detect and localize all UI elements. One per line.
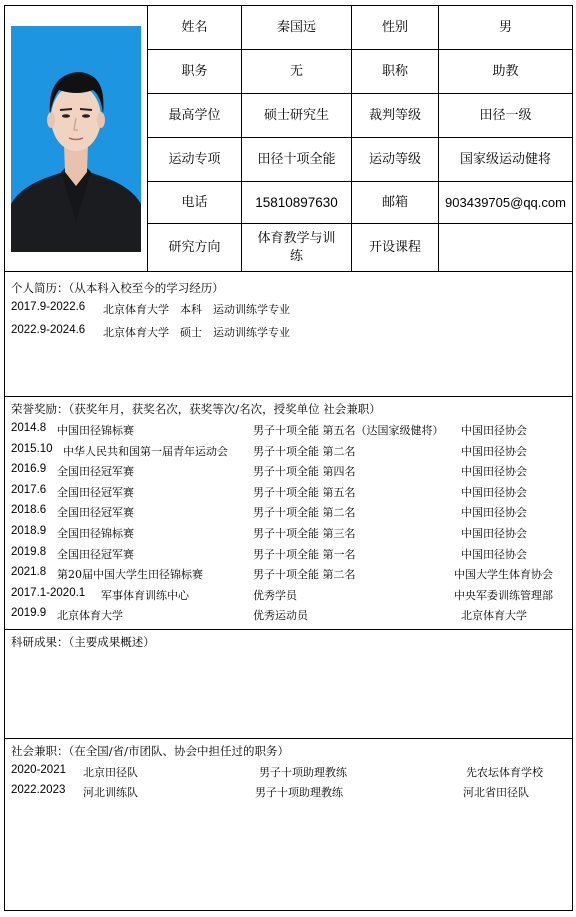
sport-value: 田径十项全能 <box>242 138 352 181</box>
award-result: 男子十项全能 第二名 <box>253 506 356 520</box>
award-event: 第20届中国大学生田径锦标赛 <box>57 568 203 582</box>
award-event: 军事体育训练中心 <box>101 588 189 602</box>
courses-value <box>439 224 572 271</box>
award-result: 男子十项全能 第五名（达国家级健将） <box>253 424 444 437</box>
title-label: 职称 <box>352 50 439 93</box>
sport-level-label: 运动等级 <box>352 138 439 181</box>
profile-row-6 <box>148 224 572 271</box>
social-org: 先农坛体育学校 <box>466 766 543 779</box>
award-date: 2017.6 <box>11 483 47 496</box>
name-label: 姓名 <box>148 6 242 49</box>
sport-level-value: 国家级运动健将 <box>459 151 551 167</box>
education-title: 个人简历：（从本科入校至今的学习经历） <box>11 281 224 295</box>
education-text: 北京体育大学 硕士 运动训练学专业 <box>103 326 290 339</box>
award-date: 2016.9 <box>11 463 47 476</box>
awards-title: 荣誉奖励：（获奖年月，获奖名次，获奖等次/名次，授奖单位 社会兼职） <box>11 402 381 416</box>
courses-label: 开设课程 <box>352 224 439 271</box>
award-event: 全国田径冠军赛 <box>57 485 134 499</box>
degree-value: 硕士研究生 <box>242 94 352 137</box>
email-label: 邮箱 <box>352 182 439 223</box>
award-org: 中国田径协会 <box>461 547 527 561</box>
profile-row-3 <box>148 94 572 138</box>
award-result: 优秀学员 <box>253 588 297 602</box>
award-result: 男子十项全能 第一名 <box>253 547 356 561</box>
award-date: 2019.8 <box>11 545 47 558</box>
position-label: 职务 <box>148 50 242 93</box>
profile-grid <box>148 6 572 271</box>
award-event: 全国田径锦标赛 <box>57 527 134 540</box>
social-role: 男子十项助理教练 <box>259 766 347 779</box>
awards-section <box>5 397 572 630</box>
award-result: 男子十项全能 第四名 <box>253 465 356 479</box>
award-org: 中国田径协会 <box>461 444 527 458</box>
social-org: 河北省田径队 <box>463 786 529 799</box>
award-org: 中国田径协会 <box>461 506 527 520</box>
education-section <box>5 271 572 397</box>
award-date: 2015.10 <box>11 442 53 455</box>
profile-row-1 <box>148 6 572 50</box>
award-event: 全国田径冠军赛 <box>57 547 134 561</box>
profile-table <box>5 6 572 271</box>
award-org: 中央军委训练管理部 <box>454 588 553 602</box>
research-value: 体育教学与训练 <box>242 224 352 271</box>
award-org: 中国田径协会 <box>461 485 527 499</box>
award-event: 中国田径锦标赛 <box>57 424 134 437</box>
portrait-photo <box>11 26 141 252</box>
social-section <box>5 739 572 910</box>
social-team: 河北训练队 <box>83 786 138 799</box>
social-title: 社会兼职：（在全国/省/市团队、协会中担任过的职务） <box>11 744 289 758</box>
education-date: 2017.9-2022.6 <box>11 301 86 313</box>
referee-value: 田径一级 <box>479 107 532 123</box>
award-date: 2017.1-2020.1 <box>11 586 86 599</box>
research-label: 研究方向 <box>148 224 242 271</box>
title-value: 助教 <box>492 63 519 79</box>
award-org: 中国大学生体育协会 <box>454 568 553 582</box>
award-event: 中华人民共和国第一届青年运动会 <box>63 444 228 458</box>
profile-row-2 <box>148 50 572 94</box>
resume-page <box>4 5 573 911</box>
social-date: 2020-2021 <box>11 764 66 776</box>
award-result: 男子十项全能 第三名 <box>253 527 356 540</box>
education-date: 2022.9-2024.6 <box>11 324 86 336</box>
referee-label: 裁判等级 <box>352 94 439 137</box>
award-result: 男子十项全能 第二名 <box>253 568 356 582</box>
award-org: 中国田径协会 <box>461 424 527 437</box>
award-result: 男子十项全能 第二名 <box>253 444 356 458</box>
award-org: 中国田径协会 <box>461 465 527 479</box>
award-date: 2019.9 <box>11 607 47 620</box>
award-event: 全国田径冠军赛 <box>57 465 134 479</box>
research-results-section <box>5 630 572 739</box>
award-event: 全国田径冠军赛 <box>57 506 134 520</box>
award-org: 中国田径协会 <box>461 527 527 540</box>
award-result: 优秀运动员 <box>253 609 308 623</box>
award-result: 男子十项全能 第五名 <box>253 485 356 499</box>
sport-label: 运动专项 <box>148 138 242 181</box>
portrait-illustration <box>11 26 141 252</box>
name-value: 秦国远 <box>242 6 352 49</box>
award-date: 2018.9 <box>11 525 47 537</box>
profile-row-4 <box>148 138 572 182</box>
gender-label: 性别 <box>352 6 439 49</box>
research-results-title: 科研成果：（主要成果概述） <box>11 635 155 649</box>
award-org: 北京体育大学 <box>461 609 527 623</box>
award-date: 2014.8 <box>11 422 47 434</box>
degree-label: 最高学位 <box>148 94 242 137</box>
phone-value: 15810897630 <box>242 182 352 223</box>
award-date: 2018.6 <box>11 504 47 517</box>
phone-label: 电话 <box>148 182 242 223</box>
award-date: 2021.8 <box>11 566 47 579</box>
social-role: 男子十项助理教练 <box>255 786 343 799</box>
photo-cell <box>5 6 148 271</box>
position-value: 无 <box>242 50 352 93</box>
profile-row-5 <box>148 182 572 224</box>
social-team: 北京田径队 <box>83 766 138 779</box>
gender-value: 男 <box>498 19 512 35</box>
email-value: 903439705@qq.com <box>445 194 566 210</box>
education-text: 北京体育大学 本科 运动训练学专业 <box>103 303 290 316</box>
award-event: 北京体育大学 <box>57 609 123 623</box>
social-date: 2022.2023 <box>11 784 66 796</box>
